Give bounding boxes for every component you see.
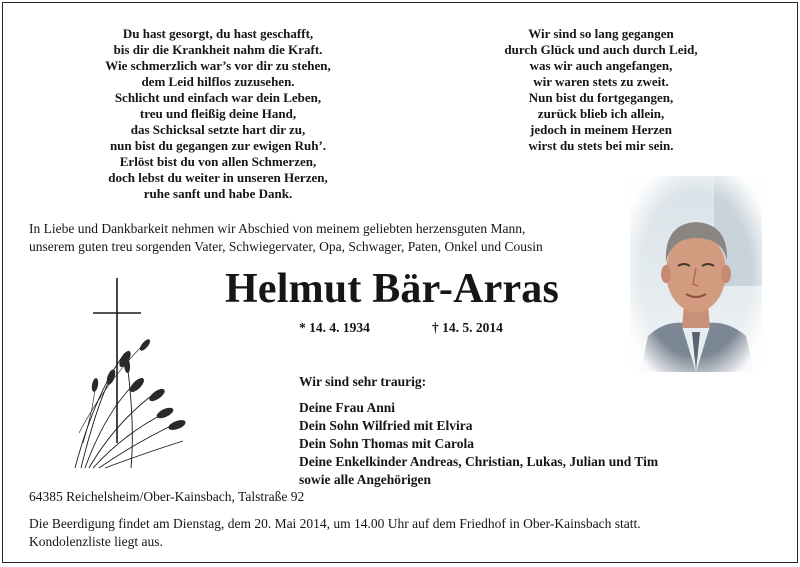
birth-date: * 14. 4. 1934 [299,320,370,335]
poem-line: treu und fleißig deine Hand, [139,106,297,121]
mourners-block [299,373,719,489]
poem-line: was wir auch angefangen, [529,58,673,73]
deceased-name: Helmut Bär-Arras [225,266,560,312]
death-date: † 14. 5. 2014 [432,320,503,335]
funeral-line: Die Beerdigung findet am Dienstag, dem 20. Mai 2014, um 14.00 Uhr auf dem Friedhof in Ober-Kainsbach statt. [29,516,641,531]
poem-line: Schlicht und einfach war dein Leben, [114,90,322,105]
poem-line: wirst du stets bei mir sein. [528,138,674,153]
mourner-entry: Dein Sohn Thomas mit Carola [299,436,475,451]
funeral-notice [29,515,749,551]
portrait-photo-art [630,176,762,372]
poem-line: durch Glück und auch durch Leid, [504,42,698,57]
poem-line: Nun bist du fortgegangen, [528,90,674,105]
family-address: 64385 Reichelsheim/Ober-Kainsbach, Talstraße 92 [29,489,305,504]
farewell-intro [29,220,619,256]
poem-right [446,26,756,154]
cross-with-wheat-icon [65,273,195,473]
poem-line: doch lebst du weiter in unseren Herzen, [108,170,328,185]
poem-left [63,26,373,202]
poem-line: zurück blieb ich allein, [537,106,665,121]
cross-with-wheat-art [65,273,195,473]
mourner-entry: Deine Frau Anni [299,400,396,415]
poem-line: ruhe sanft und habe Dank. [143,186,293,201]
poem-line: dem Leid hilflos zuzusehen. [141,74,295,89]
obituary-card [2,2,798,563]
portrait-photo [630,176,762,372]
poem-line: Wie schmerzlich war’s vor dir zu stehen, [105,58,331,73]
funeral-line: Kondolenzliste liegt aus. [29,534,163,549]
poem-line: Wir sind so lang gegangen [528,26,674,41]
poem-line: das Schicksal setzte hart dir zu, [130,122,306,137]
intro-line: In Liebe und Dankbarkeit nehmen wir Abschied von meinem geliebten herzensguten Mann, [29,221,526,236]
mourner-entry: sowie alle Angehörigen [299,472,431,487]
mourners-list [299,399,719,489]
poem-line: Du hast gesorgt, du hast geschafft, [122,26,314,41]
poem-line: jedoch in meinem Herzen [530,122,672,137]
intro-line: unserem guten treu sorgenden Vater, Schwiegervater, Opa, Schwager, Paten, Onkel und Cousin [29,239,543,254]
mourners-lead: Wir sind sehr traurig: [299,374,427,389]
poem-line: Erlöst bist du von allen Schmerzen, [119,154,317,169]
mourner-entry: Dein Sohn Wilfried mit Elvira [299,418,473,433]
poem-line: wir waren stets zu zweit. [533,74,669,89]
poem-line: nun bist du gegangen zur ewigen Ruh’. [109,138,327,153]
poem-line: bis dir die Krankheit nahm die Kraft. [113,42,323,57]
mourner-entry: Deine Enkelkinder Andreas, Christian, Lukas, Julian und Tim [299,454,659,469]
